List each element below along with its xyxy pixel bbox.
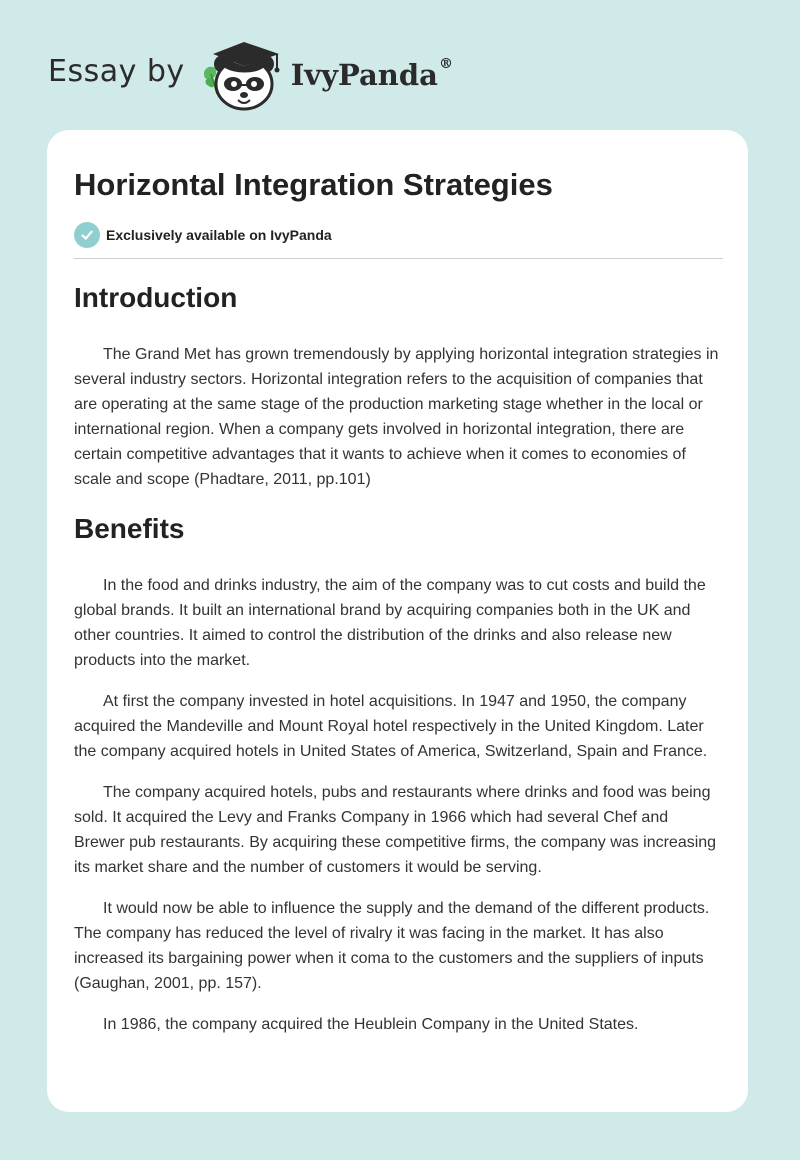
- divider: [74, 258, 723, 259]
- paragraph: At first the company invested in hotel acquisitions. In 1947 and 1950, the company acquired the Mandeville and Mount Royal hotel respectively in the United Kingdom. Later the company acquired hotels in United States of America, Switzerland, Spain and France.: [74, 693, 708, 760]
- check-icon: [74, 222, 100, 248]
- section-heading-benefits: Benefits: [74, 513, 185, 544]
- paragraph: In the food and drinks industry, the aim of the company was to cut costs and build the global brands. It built an international brand by acquiring companies both in the UK and other countries. It aimed to control the distribution of the drinks and also release new products into the market.: [74, 577, 706, 669]
- exclusive-badge: [74, 222, 723, 248]
- essay-by-label: Essay by: [48, 53, 185, 89]
- panda-logo-icon[interactable]: [199, 34, 287, 114]
- exclusive-badge-label: Exclusively available on IvyPanda: [106, 227, 332, 243]
- paragraph: In 1986, the company acquired the Heublein Company in the United States.: [103, 1016, 639, 1033]
- section-heading-introduction: Introduction: [74, 282, 238, 313]
- site-header: [48, 34, 453, 114]
- paragraph: It would now be able to influence the supply and the demand of the different products. The company has reduced the level of rivalry it was facing in the market. It has also increased its bargaining power when it coma to the customers and the suppliers of inputs (Gaughan, 2001, pp. 157).: [74, 900, 710, 992]
- paragraph: The company acquired hotels, pubs and restaurants where drinks and food was being sold. It acquired the Levy and Franks Company in 1966 which had several Chef and Brewer pub restaurants. By acquiring these competitive firms, the company was increasing its market share and the number of customers it would be serving.: [74, 784, 717, 876]
- paragraph: The Grand Met has grown tremendously by applying horizontal integration strategies in several industry sectors. Horizontal integration refers to the acquisition of companies that are operating at the same stage of the production marketing stage whether in the local or international region. When a company gets involved in horizontal integration, there are certain competitive advantages that it wants to achieve when it comes to economies of scale and scope (Phadtare, 2011, pp.101): [74, 346, 719, 488]
- essay-title: Horizontal Integration Strategies: [74, 167, 553, 202]
- essay-content: [74, 130, 723, 1037]
- essay-card: [47, 130, 748, 1112]
- brand-name[interactable]: IvyPanda®: [290, 56, 453, 92]
